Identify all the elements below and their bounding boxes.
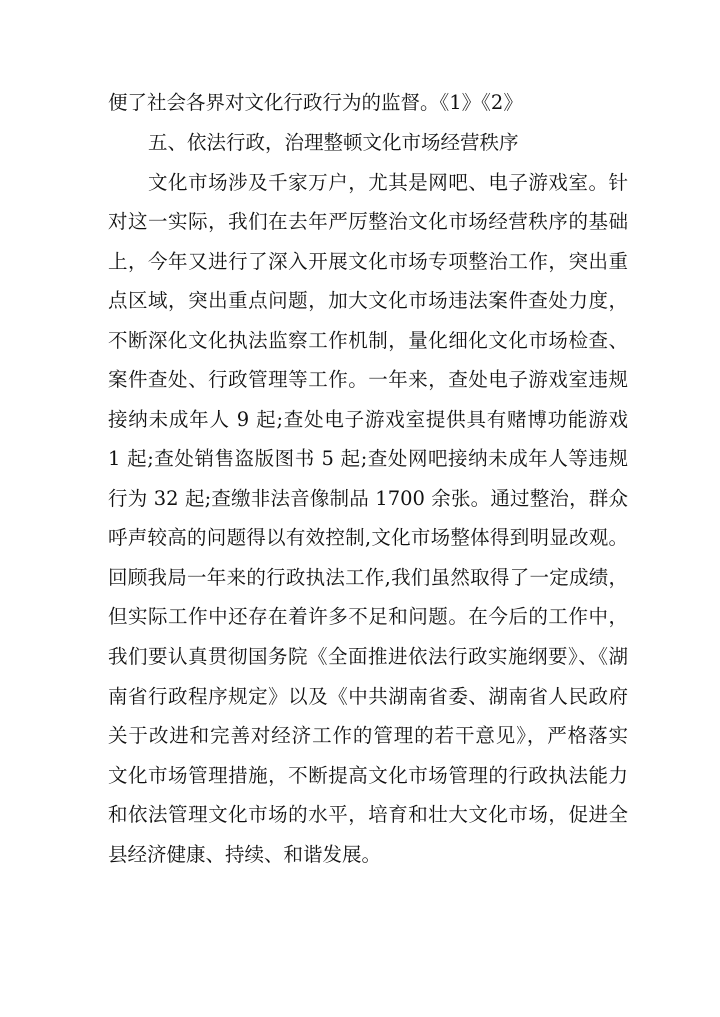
section-heading: 五、依法行政，治理整顿文化市场经营秩序 — [148, 131, 519, 154]
paragraph-line: 案件查处、行政管理等工作。一年来，查处电子游戏室违规 — [108, 368, 628, 391]
paragraph-line: 和依法管理文化市场的水平，培育和壮大文化市场，促进全 — [108, 803, 628, 826]
paragraph-line: 接纳未成年人 9 起;查处电子游戏室提供具有赌博功能游戏 — [108, 408, 628, 431]
paragraph-line: 但实际工作中还存在着许多不足和问题。在今后的工作中， — [108, 605, 628, 628]
paragraph-line: 文化市场涉及千家万户，尤其是网吧、电子游戏室。针 — [148, 171, 628, 194]
paragraph-line: 县经济健康、持续、和谐发展。 — [108, 843, 382, 866]
paragraph-line: 对这一实际，我们在去年严厉整治文化市场经营秩序的基础 — [108, 210, 628, 233]
paragraph-line: 不断深化文化执法监察工作机制，量化细化文化市场检查、 — [108, 329, 628, 352]
paragraph-line: 关于改进和完善对经济工作的管理的若干意见》，严格落实 — [108, 724, 628, 747]
paragraph-line: 上，今年又进行了深入开展文化市场专项整治工作，突出重 — [108, 250, 628, 273]
paragraph-line: 文化市场管理措施，不断提高文化市场管理的行政执法能力 — [108, 764, 628, 787]
paragraph-line: 1 起;查处销售盗版图书 5 起;查处网吧接纳未成年人等违规 — [108, 447, 628, 470]
paragraph-line: 便了社会各界对文化行政行为的监督。《1》《2》 — [108, 91, 523, 114]
paragraph-line: 我们要认真贯彻国务院《全面推进依法行政实施纲要》、《湖 — [108, 645, 628, 668]
paragraph-line: 点区域，突出重点问题，加大文化市场违法案件查处力度， — [108, 289, 628, 312]
paragraph-line: 呼声较高的问题得以有效控制,文化市场整体得到明显改观。 — [108, 526, 628, 549]
paragraph-line: 南省行政程序规定》以及《中共湖南省委、湖南省人民政府 — [108, 685, 628, 708]
paragraph-line: 行为 32 起;查缴非法音像制品 1700 余张。通过整治，群众 — [108, 487, 628, 510]
paragraph-line: 回顾我局一年来的行政执法工作,我们虽然取得了一定成绩， — [108, 566, 628, 589]
